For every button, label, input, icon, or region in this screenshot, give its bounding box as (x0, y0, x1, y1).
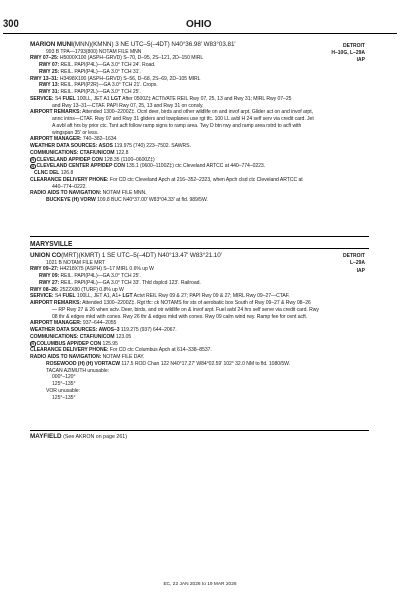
ctaf-label: CTAF/UNICOM (79, 149, 115, 156)
marion-elevation-line: 993 B TPA—1793(800) NOTAM FILE MNN (46, 48, 142, 55)
union-vor-unusable-label: VOR unusable: (46, 387, 80, 394)
fuel-text: 100LL, JET A1, A1+ (75, 293, 123, 300)
app-dep-frequency: 128.35 (1100–0600Z‡) (102, 156, 155, 163)
remarks-text: Attended 1300–2200Z‡. Rgt tfc: ck NOTAMS for sts of aerobatic box South of Rwy 09–27 & Rwy 08–26 (81, 300, 311, 306)
runway-end-details: REIL. PAPI(P4L)—GA 3.0° TCH 24′. Road. (59, 62, 156, 68)
app-dep-frequency: 125.95 (101, 340, 118, 347)
marion-chart-codes: H–10G, L–29A (331, 50, 365, 56)
service-label: SERVICE: (30, 293, 54, 300)
clearance-label: CLEARANCE DELIVERY PHONE: (30, 176, 109, 183)
fuel-label: FUEL (62, 95, 76, 102)
runway-end-details: REIL. PAPI(P4L)—GA 3.0° TCH 25′. (59, 273, 141, 279)
vor-details: 109.8 BUC N40°37.00′ W83°04.33′ at fld. 989/5W. (95, 197, 208, 203)
runway-end-label: RWY 13: (39, 82, 60, 89)
ctaf-label: CTAF/UNICOM (79, 333, 115, 340)
marion-runway-31 (30, 89, 368, 96)
mayfield-entry (30, 433, 127, 440)
weather-text: 119.975 (740) 223–7502. SAWRS. (112, 143, 191, 149)
marion-chart-name: DETROIT (343, 43, 365, 49)
runway-end-label: RWY 09: (39, 273, 60, 279)
service-label: SERVICE: (30, 95, 54, 102)
manager-label: AIRPORT MANAGER: (30, 136, 82, 143)
union-airport-name: UNION CO (30, 252, 62, 259)
union-runway-09 (30, 273, 368, 280)
marion-airport-name: MARION MUNI (30, 41, 73, 48)
comms-label: COMMUNICATIONS: (30, 333, 79, 340)
marion-remarks-line-2: annc intns—CTAF. Rwy 07 and Rwy 31 gliders and towplanes use rgt tfc. 100 LL avbl H 24 self serv via credit card. Jet (52, 116, 314, 122)
union-iap-label: IAP (356, 268, 365, 274)
union-name-line (30, 252, 368, 260)
navaid-label: RADIO AIDS TO NAVIGATION: (30, 354, 102, 360)
runway-end-label: RWY 31: (39, 89, 60, 95)
remarks-text: Attended 1300–2200Z‡. Ocnl deer, birds and other wildlife on and invof arpt. Glider act on and invof arpt, (81, 109, 313, 116)
marion-remarks-line-4: wingspan 35′ or less. (52, 129, 99, 136)
marion-service-continued: and Rwy 13–31—CTAF. PAPI Rwy 07, 25, 13 and Rwy 31 on consly. (52, 102, 204, 109)
union-identifiers: (MRT)(KMRT) 1 SE UTC–5(–4DT) N40°13.47′ W83°21.10′ (61, 252, 222, 259)
marion-runway-13 (30, 82, 368, 89)
vor-label: ROSEWOOD (H) (H) VORTACW (46, 360, 120, 367)
runway-details: H4218X75 (ASPH) S–17 MIRL 0.6% up W (58, 266, 154, 273)
union-tacan-line-3: 125°–135° (52, 381, 76, 387)
union-runway-08-26 (30, 287, 368, 294)
page-header (0, 0, 400, 36)
marion-identifiers: (MNN)(KMNN) 3 NE UTC–5(–4DT) N40°36.98′ W83°03.81′ (72, 41, 236, 48)
union-chart-name: DETROIT (343, 253, 365, 259)
union-app-dep-line (30, 341, 368, 348)
runway-details: H5000X100 (ASPH–GRVD) S–70, D–95, 2S–121, 2D–150 MIRL (58, 55, 204, 62)
marion-runway-25 (30, 69, 368, 76)
runway-label: RWY 09–27: (30, 266, 59, 273)
weather-label: WEATHER DATA SOURCES: (30, 327, 98, 333)
section-divider (30, 430, 369, 431)
remarks-label: AIRPORT REMARKS: (30, 300, 81, 306)
asos-label: ASOS (98, 143, 113, 149)
section-divider (30, 248, 369, 249)
marion-clearance-line-2: 440–774–0222. (52, 183, 87, 190)
union-navaid-line (30, 354, 368, 361)
clearance-label: CLEARANCE DELIVERY PHONE: (30, 347, 109, 354)
center-label: CLEVELAND CENTER APP/DEP CON (36, 163, 125, 170)
vor-label: BUCKEYE (H) VORW (46, 197, 96, 203)
manager-label: AIRPORT MANAGER: (30, 320, 82, 327)
marion-iap-label: IAP (356, 57, 365, 63)
marion-clearance-line-1 (30, 177, 368, 184)
service-text: S4 (53, 293, 63, 300)
weather-text: 119.275 (937) 644–2067. (119, 327, 177, 333)
runway-label: RWY 07–25: (30, 55, 59, 62)
app-dep-label: COLUMBUS APP/DEP CON (36, 340, 102, 347)
marion-remarks-line-1 (30, 109, 368, 116)
marion-center-line (30, 163, 368, 170)
state-name: OHIO (186, 19, 212, 30)
section-divider (30, 236, 369, 237)
lighting-text: Actvt REIL Rwy 09 & 27; PAPI Rwy 09 & 27; MIRL Rwy 09–27—CTAF. (132, 293, 290, 300)
effective-dates-footer: EC, 22 JAN 2026 to 19 MAR 2026 (163, 582, 237, 587)
marion-app-dep-line (30, 157, 368, 164)
runway-label: RWY 08–26: (30, 286, 59, 293)
union-service-line (30, 293, 368, 300)
runway-end-label: RWY 07: (39, 62, 60, 68)
comms-label: COMMUNICATIONS: (30, 149, 79, 156)
mayfield-reference: (See AKRON on page 261) (61, 434, 127, 440)
marion-service-line (30, 96, 368, 103)
navaid-text: NOTAM FILE DAY. (101, 354, 145, 360)
runway-end-details: REIL. PAPI(P2R)—GA 3.0° TCH 21′. Crops. (59, 82, 158, 89)
vor-details: 117.5 ROD Chan 122 N40°17.27′ W84°02.59′ 102° 32.0 NM to fld. 1080/5W. (119, 360, 291, 367)
center-frequency: 135.1 (0600–1100Z‡) ctc Cleveland ARTCC at 440–774–0223. (124, 163, 266, 170)
lighting-label: LGT (122, 293, 133, 300)
union-remarks-line-1 (30, 300, 368, 307)
runway-details: 2522X80 (TURF) 0.8% up W (58, 286, 124, 293)
fuel-text: 100LL, JET A1 (75, 95, 111, 102)
union-chart-codes: L–29A (349, 260, 365, 266)
lighting-label: LGT (110, 95, 122, 102)
union-vor-line (30, 361, 368, 368)
union-runway-27 (30, 280, 368, 287)
marion-name-line (30, 41, 368, 49)
service-text: S4 (53, 95, 63, 102)
page-number: 300 (3, 18, 19, 30)
city-heading: MARYSVILLE (30, 239, 73, 248)
navaid-text: NOTAM FILE MNN. (101, 190, 147, 197)
clearance-text: For CD ctc Cleveland Apch at 216–352–2323, when Apch clsd ctc Cleveland ARTCC at (108, 176, 303, 183)
runway-end-label: RWY 25: (39, 68, 60, 75)
mayfield-name: MAYFIELD (30, 433, 62, 440)
ctaf-frequency: 122.8 (114, 149, 129, 156)
runway-end-details: REIL. PAPI(P4L)—GA 3.0° TCH 31′. (59, 68, 141, 75)
navaid-label: RADIO AIDS TO NAVIGATION: (30, 190, 102, 197)
union-remarks-line-2: — RP Rwy 27 & 26 when actv. Deer, birds, and otr wildlife on & invof arpt. Fuel avbl 24 hrs self serve via credit card. Rwy (52, 306, 319, 313)
radar-r-icon: R (31, 158, 35, 163)
fuel-label: FUEL (62, 293, 76, 300)
marion-runway-07 (30, 62, 368, 69)
clnc-label: CLNC DEL (34, 170, 60, 176)
header-rule (3, 33, 397, 34)
union-vor-unusable-range: 125°–135° (52, 394, 76, 401)
marion-manager-line (30, 136, 368, 143)
union-comms-line (30, 334, 368, 341)
marion-clnc-line (30, 170, 368, 177)
manager-phone: 740–382–1634 (81, 136, 117, 143)
radar-r-icon: R (31, 342, 35, 347)
union-elevation-line: 1021 B NOTAM FILE MRT (46, 259, 106, 266)
marion-remarks-line-3: A avbl aft hrs by prior ctc. Tsnt acft follow ramp signs to ramp area. Twy D btn rwy and ramp area rstrd to acft with (52, 122, 302, 129)
marion-navaid-line (30, 190, 368, 197)
union-tacan-line-1: TACAN AZIMUTH unusable: (46, 367, 110, 374)
clnc-frequency: 126.8 (59, 170, 74, 176)
runway-details: H3498X100 (ASPH–GRVD) S–56, D–68, 2S–69, 2D–105 MIRL (58, 75, 201, 82)
awos-label: AWOS–3 (98, 327, 120, 333)
marion-comms-line (30, 150, 368, 157)
manager-phone: 937–644–2055 (81, 320, 117, 327)
marion-runway-07-25 (30, 55, 368, 62)
airport-entry-union (30, 252, 368, 401)
union-tacan-line-2: 000°–120° (52, 374, 76, 381)
lighting-text: After 0500Z‡ ACTIVATE REIL Rwy 07, 25, 13 and Rwy 31; MIRL Rwy 07–25 (121, 95, 292, 102)
remarks-label: AIRPORT REMARKS: (30, 109, 81, 116)
marion-runway-13-31 (30, 76, 368, 83)
weather-label: WEATHER DATA SOURCES: (30, 143, 98, 149)
marion-weather-line (30, 143, 368, 150)
union-weather-line (30, 327, 368, 334)
app-dep-label: CLEVELAND APP/DEP CON (36, 156, 103, 163)
marion-vor-line (30, 197, 368, 204)
radar-r-icon: R (31, 164, 35, 169)
runway-label: RWY 13–31: (30, 75, 59, 82)
runway-end-details: REIL. PAPI(P4L)—GA 3.0° TCH 33′. Thld dsplcd 123′. Railroad. (59, 279, 201, 286)
clearance-text: For CD ctc Columbus Apch at 614–338–8537. (108, 347, 212, 354)
union-runway-09-27 (30, 266, 368, 273)
union-manager-line (30, 320, 368, 327)
airport-entry-marion (30, 41, 368, 204)
ctaf-frequency: 123.05 (114, 333, 132, 340)
union-clearance-line (30, 347, 368, 354)
runway-end-details: REIL. PAPI(P2L)—GA 3.0° TCH 25′. (59, 89, 141, 95)
union-remarks-line-3: 08 thr & edges mkd with cones. Rwy 26 thr & edges mkd with cones. Rwy 09 calm wind rwy. Ramp fee for ovnt acft. (52, 313, 308, 320)
runway-end-label: RWY 27: (39, 279, 60, 286)
